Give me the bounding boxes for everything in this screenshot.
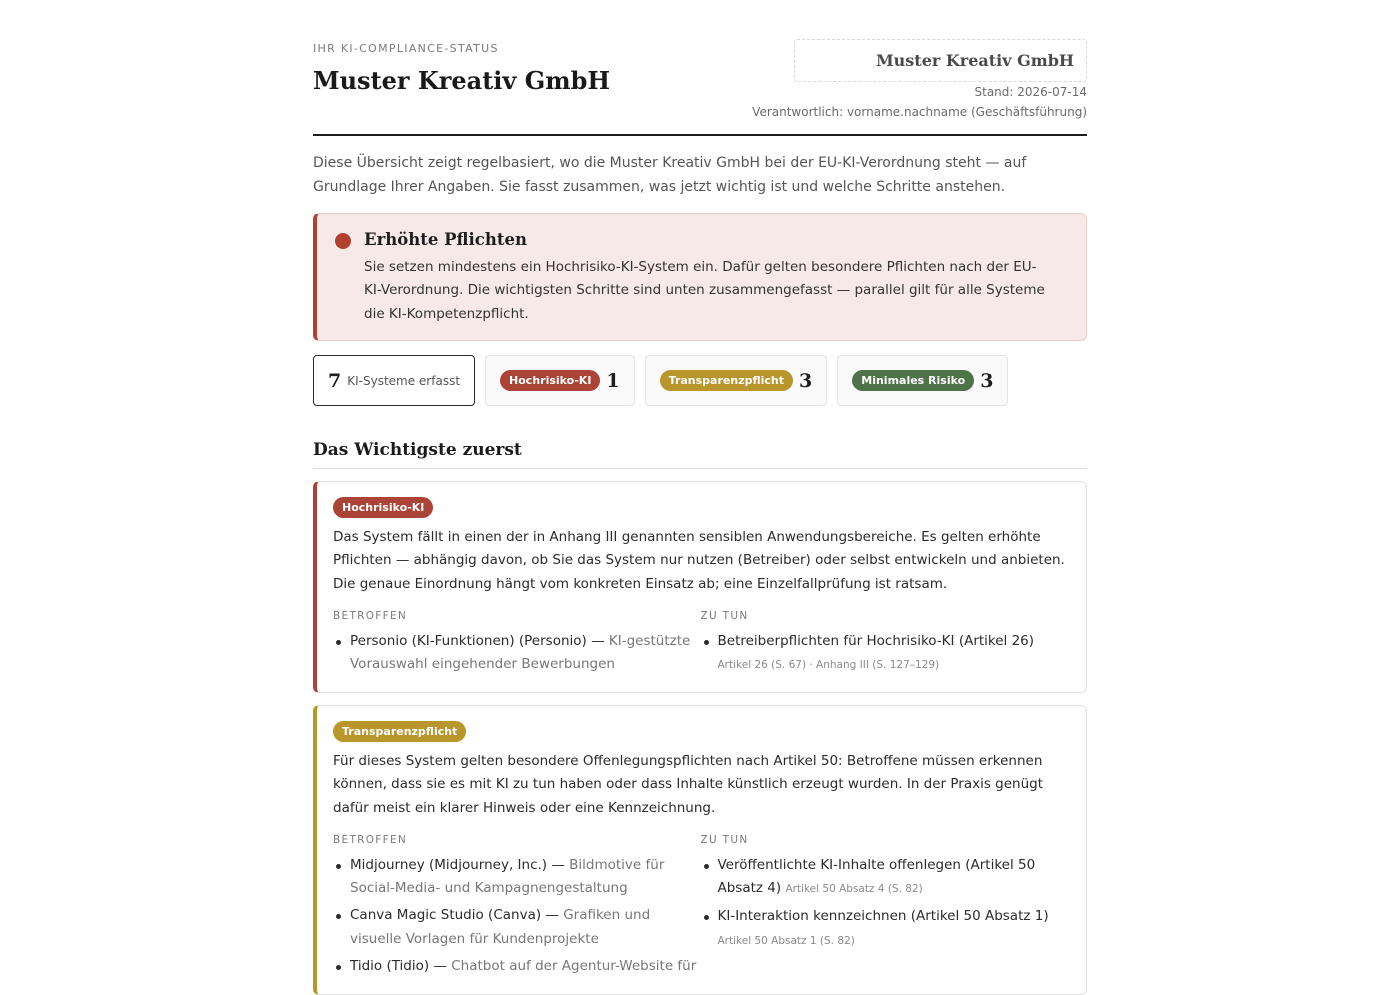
list-item: Betreiberpflichten für Hochrisiko-KI (Artikel 26) Artikel 26 (S. 67) · Anhang III (S. 127–129) — [701, 630, 1069, 678]
todo-column — [701, 834, 1069, 982]
eyebrow: IHR KI-COMPLIANCE-STATUS — [313, 42, 499, 55]
list-item: Canva Magic Studio (Canva) — Grafiken und visuelle Vorlagen für Kundenprojekte — [333, 904, 701, 951]
affected-column — [333, 834, 701, 982]
todo-column — [701, 610, 1069, 682]
transparency-card-badge: Transparenzpflicht — [333, 721, 466, 742]
callout-text: Sie setzen mindestens ein Hochrisiko-KI-System ein. Dafür gelten besondere Pflichten nach der EU-KI-Verordnung. Die wichtigsten Schritte sind unten zusammengefasst — parallel gilt für alle Systeme die KI-Kompetenzpflicht. — [364, 259, 1045, 322]
stat-high-risk-count: 1 — [606, 369, 620, 392]
list-item: Veröffentlichte KI-Inhalte offenlegen (Artikel 50 Absatz 4) Artikel 50 Absatz 4 (S. 82) — [701, 854, 1069, 902]
high-risk-badge: Hochrisiko-KI — [500, 370, 600, 391]
affected-column — [333, 610, 701, 682]
high-risk-card-text: Das System fällt in einen der in Anhang III genannten sensiblen Anwendungsbereiche. Es gelten erhöhte Pflichten — abhängig davon, ob Sie das System nur nutzen (Betreiber) oder selbst entwickeln und anbieten. Die genaue Einordnung hängt vom konkreten Einsatz ab; eine Einzelfallprüfung ist ratsam. — [333, 529, 1065, 592]
list-item: Tidio (Tidio) — Chatbot auf der Agentur-Website für — [333, 955, 701, 978]
transparency-card-text: Für dieses System gelten besondere Offenlegungspflichten nach Artikel 50: Betroffene müssen erkennen können, dass sie es mit KI zu tun haben oder dass Inhalte künstlich erzeugt wurden. In der Praxis genügt dafür meist ein klarer Hinweis oder eine Kennzeichnung. — [333, 753, 1044, 816]
high-risk-card — [313, 481, 1087, 693]
todo-list — [701, 854, 1069, 953]
report-header — [313, 0, 1087, 136]
stat-total-label: KI-Systeme erfasst — [347, 373, 461, 388]
status-dot-icon — [335, 233, 351, 249]
stats-row — [313, 355, 1087, 406]
status-callout — [313, 213, 1087, 341]
high-risk-card-badge: Hochrisiko-KI — [333, 497, 433, 518]
responsible-person: Verantwortlich: vorname.nachname (Geschäftsführung) — [752, 105, 1087, 119]
stat-transparency-count: 3 — [799, 369, 813, 392]
list-item: Midjourney (Midjourney, Inc.) — Bildmotive für Social-Media- und Kampagnengestaltung — [333, 854, 701, 901]
stat-high-risk — [485, 355, 635, 406]
company-logo-placeholder: Muster Kreativ GmbH — [794, 39, 1087, 82]
stat-transparency — [645, 355, 828, 406]
stat-total — [313, 355, 475, 406]
high-risk-columns — [333, 610, 1068, 682]
transparency-card — [313, 705, 1087, 995]
affected-heading: BETROFFEN — [333, 833, 408, 846]
affected-list — [333, 854, 701, 978]
minimal-risk-badge: Minimales Risiko — [852, 370, 974, 391]
callout-title: Erhöhte Pflichten — [364, 230, 527, 249]
affected-heading: BETROFFEN — [333, 609, 408, 622]
transparency-columns — [333, 834, 1068, 982]
transparency-badge: Transparenzpflicht — [660, 370, 793, 391]
section-title: Das Wichtigste zuerst — [313, 440, 1087, 469]
affected-list — [333, 630, 701, 677]
todo-list — [701, 630, 1069, 678]
todo-heading: ZU TUN — [700, 833, 749, 846]
stat-total-count: 7 — [328, 369, 342, 392]
list-item: KI-Interaktion kennzeichnen (Artikel 50 Absatz 1) Artikel 50 Absatz 1 (S. 82) — [701, 905, 1069, 953]
stat-minimal-risk-count: 3 — [980, 369, 994, 392]
todo-heading: ZU TUN — [700, 609, 749, 622]
report-date: Stand: 2026-07-14 — [974, 85, 1087, 99]
page-title: Muster Kreativ GmbH — [313, 66, 611, 95]
intro-text: Diese Übersicht zeigt regelbasiert, wo die Muster Kreativ GmbH bei der EU-KI-Verordnung steht — auf Grundlage Ihrer Angaben. Sie fasst zusammen, was jetzt wichtig ist und welche Schritte anstehen. — [313, 155, 1027, 195]
list-item: Personio (KI-Funktionen) (Personio) — KI-gestützte Vorauswahl eingehender Bewerbungen — [333, 630, 701, 677]
stat-minimal-risk — [837, 355, 1008, 406]
report-page — [313, 0, 1087, 995]
